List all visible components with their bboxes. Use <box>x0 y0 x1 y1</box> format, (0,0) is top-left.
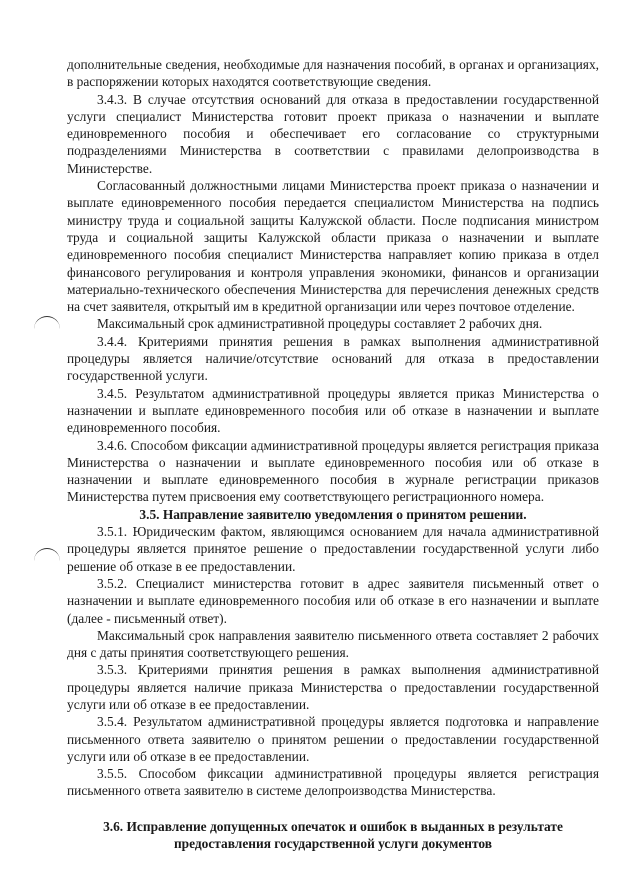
heading-line: 3.6. Исправление допущенных опечаток и ошибок в выданных в результате <box>103 818 563 834</box>
paragraph: Максимальный срок направления заявителю письменного ответа составляет 2 рабочих дня с даты принятия соответствующего решения. <box>67 627 599 661</box>
section-3-4-continuation <box>67 56 599 506</box>
binder-hole-mark-bottom <box>34 548 60 561</box>
paragraph: дополнительные сведения, необходимые для назначения пособий, в органах и организациях, в распоряжении которых находятся соответствующие сведения. <box>67 57 599 90</box>
binder-hole-mark-top <box>34 316 60 329</box>
paragraph: Согласованный должностными лицами Министерства проект приказа о назначении и выплате единовременного пособия передается специалистом Министерства на подпись министру труда и социальной защиты Калужской области. После подписания министром труда и социальной защиты Калужской области приказа о назначении и выплате единовременного пособия специалист Министерства направляет копию приказа в отдел финансового регулирования и контроля управления экономики, финансов и организации материально-технического обеспечения Министерства для перечисления денежных средств на счет заявителя, открытый им в кредитной организации или через почтовое отделение. <box>67 178 599 315</box>
paragraph-3-5-2: 3.5.2. Специалист министерства готовит в адрес заявителя письменный ответ о назначении и выплате единовременного пособия или об отказе в его назначении и выплате (далее - письменный ответ). <box>67 575 599 626</box>
paragraph-3-4-3: 3.4.3. В случае отсутствия оснований для отказа в предоставлении государственной услуги специалист Министерства готовит проект приказа о назначении и выплате единовременного пособия и обеспечивает его согласование со структурными подразделениями Министерства в соответствии с правилами делопроизводства в Министерстве. <box>67 91 599 176</box>
section-heading-3-6 <box>67 818 599 853</box>
paragraph: Максимальный срок административной процедуры составляет 2 рабочих дня. <box>97 316 543 332</box>
paragraph-3-4-6: 3.4.6. Способом фиксации административной процедуры является регистрация приказа Министерства о назначении и выплате единовременного пособия или об отказе в назначении и выплате единовременного пособия в журнале регистрации приказов Министерства путем присвоения ему соответствующего регистрационного номера. <box>67 437 599 505</box>
paragraph-3-5-1: 3.5.1. Юридическим фактом, являющимся основанием для начала административной процедуры является принятое решение о предоставлении государственной услуги либо решение об отказе в ее предоставлении. <box>67 524 599 574</box>
paragraph-3-4-5: 3.4.5. Результатом административной процедуры является приказ Министерства о назначении и выплате единовременного пособия или об отказе в назначении и выплате единовременного пособия. <box>67 385 599 436</box>
section-3-5 <box>67 523 599 800</box>
paragraph-3-5-4: 3.5.4. Результатом административной процедуры является подготовка и направление письменного ответа заявителю о принятом решении о предоставлении государственной услуги или об отказе в ее предоставлении. <box>67 714 599 764</box>
paragraph-3-5-5: 3.5.5. Способом фиксации административной процедуры является регистрация письменного ответа заявителю в системе делопроизводства Министерства. <box>67 766 599 799</box>
section-heading-3-5: 3.5. Направление заявителю уведомления о принятом решении. <box>139 506 527 522</box>
document-page <box>67 56 599 852</box>
paragraph-3-4-4: 3.4.4. Критериями принятия решения в рамках выполнения административной процедуры является наличие/отсутствие оснований для отказа в предоставлении государственной услуги. <box>67 333 599 384</box>
heading-line: предоставления государственной услуги документов <box>173 836 493 852</box>
paragraph-3-5-3: 3.5.3. Критериями принятия решения в рамках выполнения административной процедуры является наличие приказа Министерства о предоставлении государственной услуги или об отказе в ее предоставлении. <box>67 662 599 712</box>
